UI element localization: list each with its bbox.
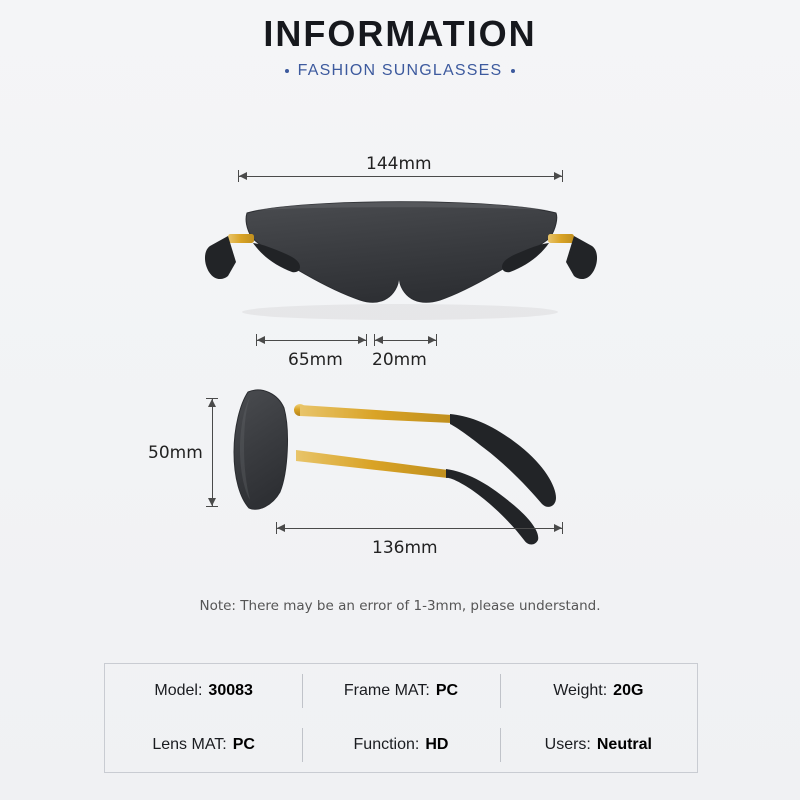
lens-height-label: 50mm bbox=[148, 443, 203, 463]
spec-cell-frame-mat bbox=[302, 664, 499, 718]
lens-width-cap-right bbox=[366, 334, 367, 346]
spec-key-frame-mat: Frame MAT: bbox=[343, 682, 430, 699]
tolerance-note: Note: There may be an error of 1-3mm, please understand. bbox=[199, 598, 601, 614]
lens-width-arrow-right bbox=[358, 336, 366, 344]
spec-cell-weight bbox=[500, 664, 697, 718]
lens-width-label: 65mm bbox=[288, 350, 343, 370]
spec-key-model: Model: bbox=[154, 682, 203, 699]
spec-key-weight: Weight: bbox=[553, 682, 608, 699]
specs-table bbox=[104, 663, 698, 773]
bridge-width-arrow-left bbox=[375, 336, 383, 344]
temple-length-arrow-left bbox=[277, 524, 285, 532]
spec-cell-function bbox=[302, 718, 499, 772]
temple-length-line bbox=[276, 528, 562, 529]
temple-length-arrow-right bbox=[554, 524, 562, 532]
bridge-width-line bbox=[374, 340, 436, 341]
spec-value-weight: 20G bbox=[613, 682, 644, 699]
front-width-arrow-right bbox=[554, 172, 562, 180]
lens-height-arrow-up bbox=[208, 399, 216, 407]
spec-cell-users bbox=[500, 718, 697, 772]
spec-key-users: Users: bbox=[544, 736, 591, 753]
front-view-glasses bbox=[205, 202, 597, 320]
spec-value-model: 30083 bbox=[208, 682, 253, 699]
spec-cell-model bbox=[105, 664, 302, 718]
temple-length-label: 136mm bbox=[372, 538, 438, 558]
bridge-width-arrow-right bbox=[428, 336, 436, 344]
spec-value-function: HD bbox=[425, 736, 449, 753]
spec-key-function: Function: bbox=[353, 736, 420, 753]
temple-length-cap-right bbox=[562, 522, 563, 534]
front-total-width-label: 144mm bbox=[366, 154, 432, 174]
side-view-glasses bbox=[234, 390, 556, 545]
spec-value-users: Neutral bbox=[596, 736, 652, 753]
front-width-line bbox=[238, 176, 562, 177]
subtitle-text: FASHION SUNGLASSES bbox=[297, 62, 503, 79]
bridge-width-label: 20mm bbox=[372, 350, 427, 370]
bridge-width-cap-right bbox=[436, 334, 437, 346]
lens-width-line bbox=[256, 340, 366, 341]
page-title: INFORMATION bbox=[263, 13, 537, 54]
spec-key-lens-mat: Lens MAT: bbox=[152, 736, 227, 753]
spec-value-frame-mat: PC bbox=[435, 682, 459, 699]
spec-value-lens-mat: PC bbox=[232, 736, 255, 753]
front-width-cap-right bbox=[562, 170, 563, 182]
lens-width-arrow-left bbox=[257, 336, 265, 344]
front-width-arrow-left bbox=[239, 172, 247, 180]
lens-height-cap-bottom bbox=[206, 506, 218, 507]
spec-cell-lens-mat bbox=[105, 718, 302, 772]
lens-height-line bbox=[212, 398, 213, 506]
lens-height-arrow-down bbox=[208, 498, 216, 506]
